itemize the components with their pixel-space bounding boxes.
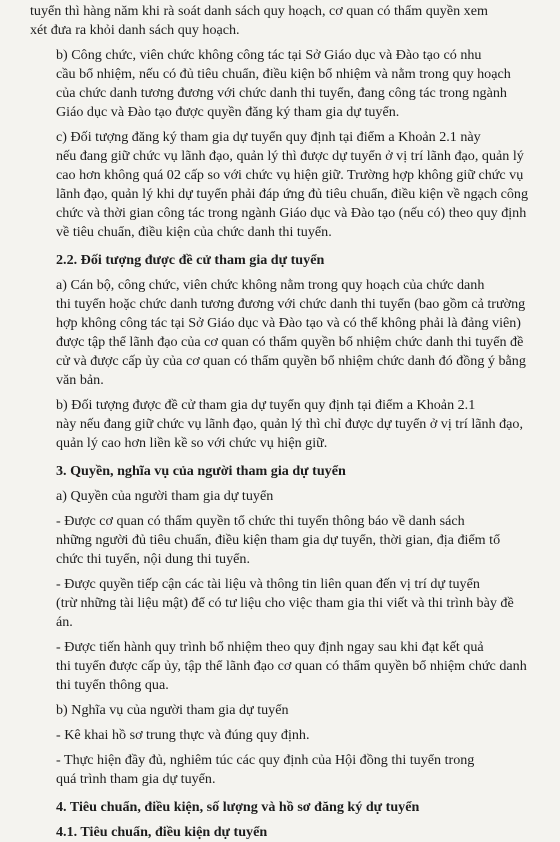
paragraph-duty-comply — [30, 751, 538, 789]
text-line: Giáo dục và Đào tạo được quyền đăng ký tham gia dự tuyển. — [56, 104, 400, 120]
heading-text: 4. Tiêu chuẩn, điều kiện, số lượng và hồ sơ đăng ký dự tuyển — [56, 799, 420, 815]
text-line: lãnh đạo, quản lý khi dự tuyển phải đáp ứng đủ tiêu chuẩn, điều kiện về ngạch công — [56, 186, 529, 202]
paragraph-right-appointment — [30, 638, 538, 695]
heading-text: 4.1. Tiêu chuẩn, điều kiện dự tuyển — [56, 824, 268, 840]
text-line: chức và thời gian công tác trong ngành Giáo dục và Đào tạo (nếu có) theo quy định — [56, 205, 527, 221]
paragraph-right-notified — [30, 512, 538, 569]
text-line: b) Đối tượng được đề cử tham gia dự tuyển quy định tại điểm a Khoản 2.1 — [56, 397, 476, 413]
heading-4 — [30, 798, 538, 817]
text-line: thi tuyển được cấp ủy, tập thể lãnh đạo cơ quan có thẩm quyền bổ nhiệm chức danh — [56, 658, 527, 674]
paragraph-duty-declare — [30, 726, 538, 745]
paragraph-b-civil-servants — [30, 46, 538, 122]
text-line: những người đủ tiêu chuẩn, điều kiện tham gia dự tuyển, thời gian, địa điểm tổ — [56, 532, 501, 548]
text-line: thi tuyển hoặc chức danh tương đương với chức danh thi tuyển (bao gồm cả trường — [56, 296, 526, 312]
text-line: của chức danh tương đương với chức danh thi tuyển, đang công tác trong ngành — [56, 85, 507, 101]
paragraph-rights-title — [30, 487, 538, 506]
text-line: nếu đang giữ chức vụ lãnh đạo, quản lý thì được dự tuyển ở vị trí lãnh đạo, quản lý — [56, 148, 524, 164]
text-line: chức thi tuyển, nội dung thi tuyển. — [56, 551, 250, 567]
paragraph-right-access — [30, 575, 538, 632]
text-line: xét đưa ra khỏi danh sách quy hoạch. — [30, 22, 240, 38]
text-line: văn bản. — [56, 372, 104, 388]
text-line: này nếu đang giữ chức vụ lãnh đạo, quản lý thì chỉ được dự tuyển ở vị trí lãnh đạo, — [56, 416, 523, 432]
paragraph-continuation — [30, 2, 538, 40]
heading-text: 3. Quyền, nghĩa vụ của người tham gia dự tuyển — [56, 463, 346, 479]
text-line: tuyển thì hàng năm khi rà soát danh sách quy hoạch, cơ quan có thẩm quyền xem — [30, 3, 488, 19]
paragraph-b-nominated — [30, 396, 538, 453]
text-line: về tiêu chuẩn, điều kiện của chức danh thi tuyển. — [56, 224, 332, 240]
text-line: - Được tiến hành quy trình bổ nhiệm theo quy định ngay sau khi đạt kết quả — [56, 639, 484, 655]
text-line: quá trình tham gia dự tuyển. — [56, 771, 216, 787]
text-line: b) Công chức, viên chức không công tác tại Sở Giáo dục và Đào tạo có nhu — [56, 47, 482, 63]
paragraph-c-registration — [30, 128, 538, 242]
text-line: - Được quyền tiếp cận các tài liệu và thông tin liên quan đến vị trí dự tuyển — [56, 576, 480, 592]
text-line: cử và được cấp ủy của cơ quan có thẩm quyền bổ nhiệm chức danh đó đồng ý bằng — [56, 353, 526, 369]
paragraph-duties-title — [30, 701, 538, 720]
paragraph-a-nominated — [30, 276, 538, 390]
text-line: - Kê khai hồ sơ trung thực và đúng quy định. — [56, 727, 310, 743]
text-line: a) Quyền của người tham gia dự tuyển — [56, 488, 274, 504]
text-line: c) Đối tượng đăng ký tham gia dự tuyển quy định tại điểm a Khoản 2.1 này — [56, 129, 481, 145]
text-line: được tập thể lãnh đạo của cơ quan có thẩm quyền bổ nhiệm chức danh thi tuyển đề — [56, 334, 524, 350]
text-line: hợp không công tác tại Sở Giáo dục và Đào tạo và có thể không phải là đảng viên) — [56, 315, 521, 331]
text-line: - Được cơ quan có thẩm quyền tổ chức thi tuyển thông báo về danh sách — [56, 513, 465, 529]
text-line: a) Cán bộ, công chức, viên chức không nằm trong quy hoạch của chức danh — [56, 277, 485, 293]
heading-3 — [30, 462, 538, 481]
heading-text: 2.2. Đối tượng được đề cử tham gia dự tuyển — [56, 252, 325, 268]
text-line: - Thực hiện đầy đủ, nghiêm túc các quy định của Hội đồng thi tuyển trong — [56, 752, 475, 768]
text-line: cầu bổ nhiệm, nếu có đủ tiêu chuẩn, điều kiện bổ nhiệm và nằm trong quy hoạch — [56, 66, 511, 82]
heading-4-1 — [30, 823, 538, 842]
text-line: thi tuyển thông qua. — [56, 677, 169, 693]
heading-2-2 — [30, 251, 538, 270]
text-line: cao hơn không quá 02 cấp so với chức vụ hiện giữ. Trường hợp không giữ chức vụ — [56, 167, 524, 183]
text-line: (trừ những tài liệu mật) để có tư liệu cho việc tham gia thi viết và thi trình bày đề — [56, 595, 514, 611]
text-line: quản lý cao hơn liền kề so với chức vụ hiện giữ. — [56, 435, 328, 451]
text-line: án. — [56, 614, 73, 630]
text-line: b) Nghĩa vụ của người tham gia dự tuyển — [56, 702, 289, 718]
